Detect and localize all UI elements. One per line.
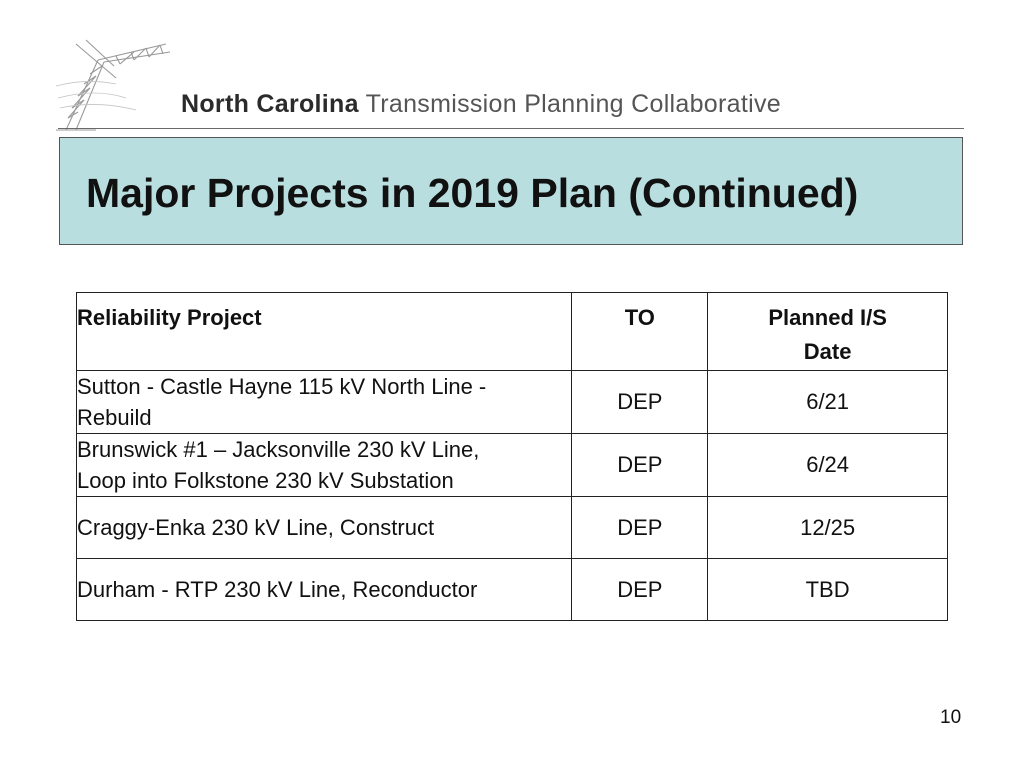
table-row bbox=[77, 371, 948, 434]
date-cell: TBD bbox=[708, 559, 948, 621]
project-line1: Sutton - Castle Hayne 115 kV North Line - bbox=[77, 374, 487, 399]
page-number: 10 bbox=[940, 707, 962, 728]
transmission-tower-icon bbox=[56, 38, 181, 132]
to-cell: DEP bbox=[572, 434, 708, 497]
header-to: TO bbox=[572, 293, 708, 371]
date-cell: 12/25 bbox=[708, 497, 948, 559]
project-line2: Rebuild bbox=[77, 405, 152, 430]
header-reliability-project: Reliability Project bbox=[77, 293, 572, 371]
date-cell: 6/24 bbox=[708, 434, 948, 497]
to-cell: DEP bbox=[572, 371, 708, 434]
header-planned-date bbox=[708, 293, 948, 371]
org-name-bold: North Carolina bbox=[181, 90, 359, 118]
projects-table bbox=[76, 292, 948, 621]
table-row bbox=[77, 497, 948, 559]
to-cell: DEP bbox=[572, 497, 708, 559]
project-cell bbox=[77, 434, 572, 497]
date-cell: 6/21 bbox=[708, 371, 948, 434]
project-cell: Durham - RTP 230 kV Line, Reconductor bbox=[77, 559, 572, 621]
header-date-line2: Date bbox=[803, 339, 852, 364]
table-header-row bbox=[77, 293, 948, 371]
organization-name bbox=[181, 90, 781, 119]
project-line1: Brunswick #1 – Jacksonville 230 kV Line, bbox=[77, 437, 480, 462]
header-divider bbox=[58, 128, 964, 129]
org-name-light: Transmission Planning Collaborative bbox=[365, 90, 781, 118]
project-cell bbox=[77, 371, 572, 434]
table-row bbox=[77, 434, 948, 497]
title-banner bbox=[59, 137, 963, 245]
slide-title: Major Projects in 2019 Plan (Continued) bbox=[86, 170, 859, 216]
project-cell: Craggy-Enka 230 kV Line, Construct bbox=[77, 497, 572, 559]
project-line2: Loop into Folkstone 230 kV Substation bbox=[77, 468, 454, 493]
header-date-line1: Planned I/S bbox=[768, 305, 887, 330]
to-cell: DEP bbox=[572, 559, 708, 621]
table-row bbox=[77, 559, 948, 621]
